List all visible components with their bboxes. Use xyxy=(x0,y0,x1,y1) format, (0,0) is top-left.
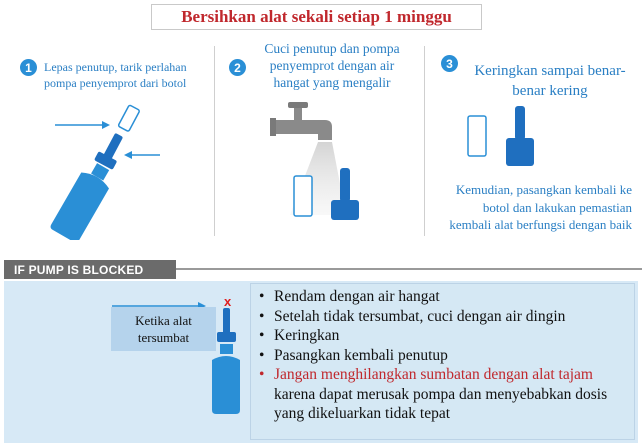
blocked-divider xyxy=(176,268,642,270)
blocked-bullet: • Pasangkan kembali penutup xyxy=(257,346,630,366)
blocked-instructions xyxy=(250,283,635,440)
blocked-warning xyxy=(257,365,630,424)
step-2-badge: 2 xyxy=(229,59,246,76)
divider-1 xyxy=(214,46,215,236)
step-1-badge: 1 xyxy=(20,59,37,76)
faucet-rinse-illustration xyxy=(270,100,400,230)
blocked-bullet: • Keringkan xyxy=(257,326,630,346)
divider-2 xyxy=(424,46,425,236)
warning-rest-text: karena dapat merusak pompa dan menyebabkan dosis yang dikeluarkan tidak tepat xyxy=(274,385,608,422)
step-2-text: Cuci penutup dan pompa penyemprot dengan air hangat yang mengalir xyxy=(264,41,400,90)
step-3-text: Keringkan sampai benar-benar kering xyxy=(474,63,626,99)
page-title: Bersihkan alat sekali setiap 1 minggu xyxy=(151,4,482,30)
warning-red-text: Jangan menghilangkan sumbatan dengan alat tajam xyxy=(274,366,593,383)
blocked-bullet: • Rendam dengan air hangat xyxy=(257,287,630,307)
step-3-badge: 3 xyxy=(441,55,458,72)
blocked-callout: Ketika alat tersumbat xyxy=(111,307,216,351)
step-3-note: Kemudian, pasangkan kembali ke botol dan lakukan pemastian kembali alat berfungsi dengan baik xyxy=(449,182,632,232)
blocked-x-mark: x xyxy=(224,294,232,309)
nasal-spray-disassembly-illustration xyxy=(40,100,170,240)
blocked-header: IF PUMP IS BLOCKED xyxy=(4,260,176,279)
step-1-text: Lepas penutup, tarik perlahan pompa penyemprot dari botol xyxy=(44,60,187,90)
drying-parts-illustration xyxy=(462,104,542,174)
blocked-bullet: • Setelah tidak tersumbat, cuci dengan air dingin xyxy=(257,307,630,327)
